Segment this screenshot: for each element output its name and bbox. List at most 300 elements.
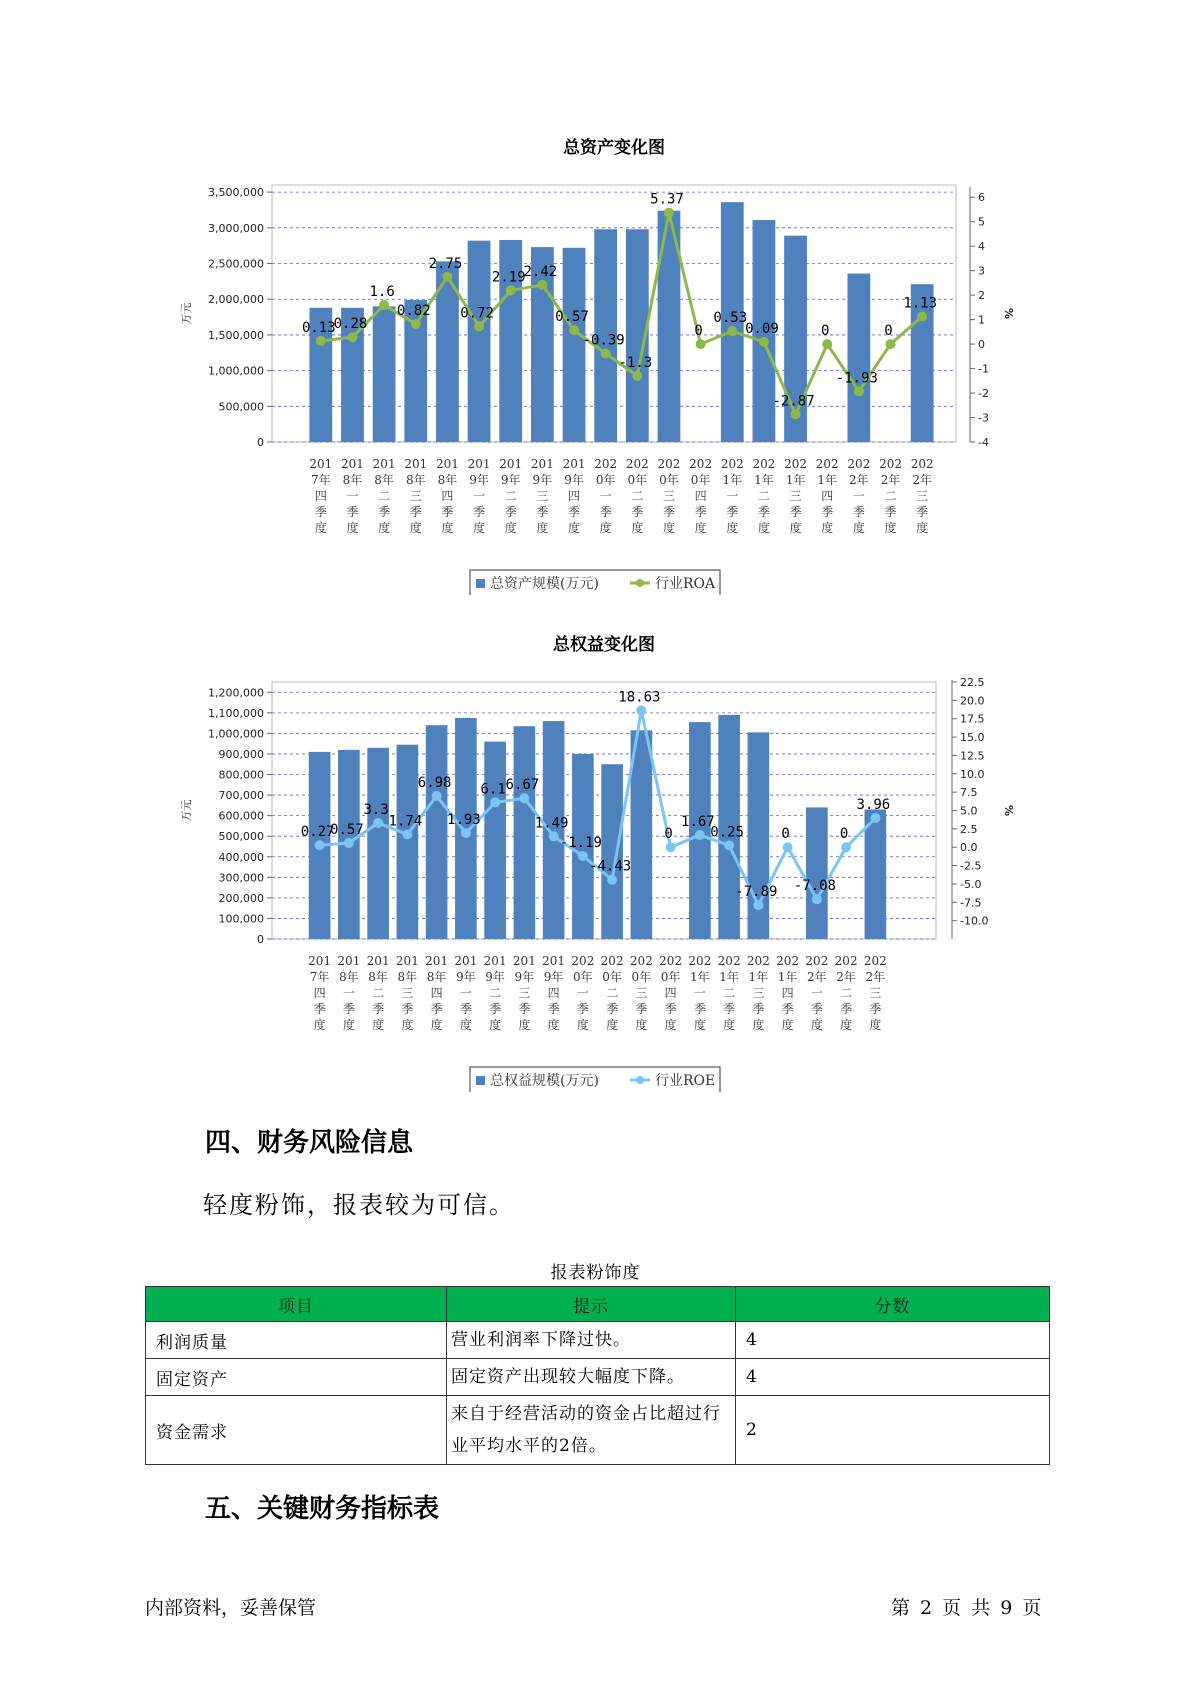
x-tick-label: 202 xyxy=(910,457,934,471)
x-tick-label: 一 xyxy=(473,489,486,503)
y-tick-label: 2,500,000 xyxy=(208,257,264,271)
data-label: 0.57 xyxy=(555,309,589,326)
x-tick-label: 三 xyxy=(635,986,648,1000)
x-tick-label: 季 xyxy=(473,505,486,519)
x-tick-label: 0年 xyxy=(690,473,711,487)
x-tick-label: 201 xyxy=(404,457,428,471)
x-tick-label: 201 xyxy=(308,954,332,968)
x-tick-label: 度 xyxy=(568,521,581,535)
x-tick-label: 季 xyxy=(409,505,422,519)
x-tick-label: 二 xyxy=(606,986,619,1000)
line-point xyxy=(411,319,421,329)
x-tick-label: 季 xyxy=(869,1002,882,1016)
line-point xyxy=(402,829,412,839)
x-tick-label: 0年 xyxy=(573,970,593,984)
x-tick-label: 一 xyxy=(576,986,589,1000)
legend-line-label: 行业ROE xyxy=(655,1073,716,1089)
line-point xyxy=(537,280,547,290)
table-row xyxy=(146,1396,1050,1465)
x-tick-label: 度 xyxy=(372,1018,385,1032)
x-tick-label: 0年 xyxy=(631,970,652,984)
data-label: 6.98 xyxy=(417,774,452,791)
y2-tick-label: 15.0 xyxy=(960,731,985,745)
line-point xyxy=(519,793,529,803)
data-label: 0 xyxy=(781,826,790,843)
x-tick-label: 202 xyxy=(594,457,618,471)
x-tick-label: 三 xyxy=(662,489,675,503)
data-label: 0 xyxy=(664,826,673,843)
x-tick-label: 1年 xyxy=(817,473,838,487)
x-tick-label: 二 xyxy=(884,489,897,503)
x-tick-label: 度 xyxy=(752,1018,765,1032)
data-label: 2.19 xyxy=(491,269,526,286)
x-tick-label: 季 xyxy=(576,1002,589,1016)
x-tick-label: 二 xyxy=(504,489,517,503)
x-tick-label: 202 xyxy=(863,954,887,968)
data-label: 6.1 xyxy=(480,781,506,798)
bar xyxy=(806,807,828,939)
x-tick-label: 一 xyxy=(852,489,865,503)
y-tick-label: 500,000 xyxy=(218,830,264,844)
x-tick-label: 季 xyxy=(693,1002,706,1016)
x-tick-label: 四 xyxy=(547,986,560,1000)
x-tick-label: 四 xyxy=(694,489,707,503)
y-tick-label: 800,000 xyxy=(218,768,264,782)
x-tick-label: 四 xyxy=(314,489,327,503)
x-tick-label: 一 xyxy=(599,489,612,503)
legend-bar-label: 总资产规模(万元) xyxy=(490,576,599,592)
line-point xyxy=(601,349,611,359)
line-point xyxy=(841,842,851,852)
x-tick-label: 季 xyxy=(401,1002,414,1016)
x-tick-label: 201 xyxy=(366,954,390,968)
x-tick-label: 202 xyxy=(720,457,744,471)
y2-tick-label: 5 xyxy=(978,215,985,229)
x-tick-label: 度 xyxy=(664,1018,677,1032)
x-tick-label: 一 xyxy=(726,489,739,503)
data-label: -1.93 xyxy=(835,370,878,387)
x-tick-label: 202 xyxy=(625,457,649,471)
line-point xyxy=(549,831,559,841)
data-label: 0 xyxy=(821,323,830,340)
risk-summary-text: 轻度粉饰，报表较为可信。 xyxy=(203,1191,515,1219)
x-tick-label: 8年 xyxy=(339,970,359,984)
data-label: 0.09 xyxy=(745,320,779,337)
x-tick-label: 季 xyxy=(372,1002,385,1016)
line-point xyxy=(753,900,763,910)
x-tick-label: 季 xyxy=(852,505,865,519)
x-tick-label: 9年 xyxy=(543,970,564,984)
legend-bar-swatch xyxy=(476,579,485,588)
x-tick-label: 7年 xyxy=(309,970,330,984)
y2-tick-label: -2.5 xyxy=(960,859,982,873)
row-hint: 来自于经营活动的资金占比超过行业平均水平的2倍。 xyxy=(447,1396,736,1465)
x-tick-label: 202 xyxy=(659,954,683,968)
legend-line-marker xyxy=(636,579,644,587)
x-tick-label: 201 xyxy=(425,954,449,968)
x-tick-label: 季 xyxy=(635,1002,648,1016)
bar xyxy=(373,306,396,442)
y-tick-label: 3,000,000 xyxy=(208,221,264,235)
x-tick-label: 季 xyxy=(664,1002,677,1016)
bar xyxy=(514,726,536,939)
x-tick-label: 202 xyxy=(879,457,902,471)
bar xyxy=(484,742,506,939)
line-point xyxy=(578,851,588,861)
x-tick-label: 9年 xyxy=(564,473,584,487)
footer-confidential: 内部资料，妥善保管 xyxy=(145,1597,317,1619)
x-tick-label: 度 xyxy=(314,521,327,535)
bar xyxy=(426,725,448,939)
data-label: 18.63 xyxy=(618,689,661,706)
x-tick-label: 度 xyxy=(459,1018,472,1032)
x-tick-label: 度 xyxy=(430,1018,443,1032)
x-tick-label: 度 xyxy=(662,521,675,535)
x-tick-label: 度 xyxy=(723,1018,736,1032)
y2-tick-label: 10.0 xyxy=(960,767,985,781)
x-tick-label: 0年 xyxy=(595,473,616,487)
legend-line-marker xyxy=(636,1076,644,1084)
y2-tick-label: -7.5 xyxy=(960,896,982,910)
y-tick-label: 100,000 xyxy=(218,912,264,926)
x-tick-label: 202 xyxy=(689,457,713,471)
x-tick-label: 季 xyxy=(789,505,802,519)
x-tick-label: 0年 xyxy=(659,473,679,487)
y2-tick-label: 1 xyxy=(978,313,985,327)
x-tick-label: 度 xyxy=(631,521,644,535)
x-tick-label: 202 xyxy=(815,457,839,471)
data-label: -4.43 xyxy=(589,858,632,875)
x-tick-label: 度 xyxy=(840,1018,853,1032)
x-tick-label: 度 xyxy=(547,1018,560,1032)
row-score: 4 xyxy=(736,1359,1050,1396)
x-tick-label: 1年 xyxy=(722,473,743,487)
x-tick-label: 7年 xyxy=(311,473,331,487)
x-tick-label: 202 xyxy=(688,954,712,968)
x-tick-label: 1年 xyxy=(690,970,710,984)
data-label: 1.93 xyxy=(447,812,481,829)
x-tick-label: 度 xyxy=(726,521,739,535)
x-tick-label: 季 xyxy=(568,505,581,519)
x-tick-label: 8年 xyxy=(342,473,363,487)
y-tick-label: 2,000,000 xyxy=(208,293,264,307)
data-label: 0 xyxy=(694,323,703,340)
x-tick-label: 1年 xyxy=(719,970,739,984)
y2-tick-label: -5.0 xyxy=(960,877,982,891)
x-tick-label: 201 xyxy=(395,954,419,968)
x-tick-label: 8年 xyxy=(374,473,394,487)
x-tick-label: 度 xyxy=(441,521,454,535)
x-tick-label: 季 xyxy=(723,1002,736,1016)
footer-page-number: 第 2 页 共 9 页 xyxy=(891,1597,1044,1619)
x-tick-label: 1年 xyxy=(754,473,774,487)
line-point xyxy=(432,791,442,801)
x-tick-label: 季 xyxy=(810,1002,823,1016)
line-point xyxy=(347,332,357,342)
data-label: 0 xyxy=(839,826,849,843)
x-tick-label: 202 xyxy=(784,457,808,471)
x-tick-label: 201 xyxy=(530,457,554,471)
x-tick-label: 度 xyxy=(473,521,486,535)
y2-tick-label: -3 xyxy=(978,411,989,425)
x-tick-label: 季 xyxy=(504,505,517,519)
row-item: 资金需求 xyxy=(146,1396,447,1465)
data-label: 5.37 xyxy=(650,191,684,208)
bar xyxy=(367,748,389,939)
data-label: 0 xyxy=(884,323,893,340)
y2-tick-label: 12.5 xyxy=(960,749,985,763)
y-tick-label: 700,000 xyxy=(218,789,264,803)
x-tick-label: 季 xyxy=(726,505,739,519)
x-tick-label: 201 xyxy=(372,457,396,471)
x-tick-label: 0年 xyxy=(660,970,681,984)
x-tick-label: 四 xyxy=(568,489,581,503)
y2-tick-label: 0.0 xyxy=(960,841,978,855)
line-point xyxy=(316,336,326,346)
x-tick-label: 季 xyxy=(518,1002,531,1016)
y2-tick-label: 0 xyxy=(978,338,985,352)
line-point xyxy=(791,409,801,419)
x-tick-label: 202 xyxy=(629,954,653,968)
x-tick-label: 三 xyxy=(789,489,802,503)
x-tick-label: 季 xyxy=(662,505,675,519)
legend-bar-swatch xyxy=(476,1076,485,1085)
x-tick-label: 201 xyxy=(512,954,536,968)
x-tick-label: 202 xyxy=(847,457,871,471)
x-tick-label: 度 xyxy=(852,521,865,535)
data-label: 2.75 xyxy=(428,255,463,272)
x-tick-label: 季 xyxy=(752,1002,765,1016)
y2-tick-label: 17.5 xyxy=(960,712,985,726)
x-tick-label: 四 xyxy=(430,986,443,1000)
x-tick-label: 9年 xyxy=(456,970,476,984)
data-label: -7.89 xyxy=(735,884,778,901)
x-tick-label: 度 xyxy=(378,521,391,535)
y-tick-label: 1,200,000 xyxy=(208,686,264,700)
line-point xyxy=(569,325,579,335)
data-label: 1.6 xyxy=(369,283,395,300)
line-point xyxy=(474,321,484,331)
y-tick-label: 300,000 xyxy=(218,871,264,885)
x-tick-label: 一 xyxy=(810,986,823,1000)
line-point xyxy=(344,838,354,848)
x-tick-label: 9年 xyxy=(469,473,489,487)
x-tick-label: 度 xyxy=(401,1018,414,1032)
data-label: 1.49 xyxy=(534,815,569,832)
x-tick-label: 二 xyxy=(378,489,391,503)
x-tick-label: 8年 xyxy=(426,970,447,984)
x-tick-label: 季 xyxy=(430,1002,443,1016)
header-item: 项目 xyxy=(146,1287,447,1322)
x-tick-label: 201 xyxy=(454,954,478,968)
table-row xyxy=(146,1322,1050,1359)
x-tick-label: 三 xyxy=(409,489,422,503)
data-label: 0.13 xyxy=(301,319,336,336)
legend-line-label: 行业ROA xyxy=(655,576,716,592)
line-point xyxy=(664,208,674,218)
x-tick-label: 2年 xyxy=(865,970,886,984)
x-tick-label: 1年 xyxy=(785,473,806,487)
data-label: -1.3 xyxy=(618,354,653,371)
line-point xyxy=(727,326,737,336)
x-tick-label: 度 xyxy=(757,521,770,535)
x-tick-label: 季 xyxy=(314,505,327,519)
x-tick-label: 季 xyxy=(536,505,549,519)
row-hint: 营业利润率下降过快。 xyxy=(447,1322,736,1359)
line-point xyxy=(506,285,516,295)
y-tick-label: 1,500,000 xyxy=(208,328,264,342)
x-tick-label: 度 xyxy=(504,521,517,535)
bar xyxy=(468,241,491,442)
row-score: 2 xyxy=(736,1396,1050,1465)
y2-tick-label: 22.5 xyxy=(960,676,985,689)
x-tick-label: 度 xyxy=(313,1018,326,1032)
y-tick-label: 3,500,000 xyxy=(208,186,264,200)
y2-tick-label: -10.0 xyxy=(960,914,989,928)
y2-tick-label: 6 xyxy=(978,191,985,205)
data-label: 0.57 xyxy=(330,822,364,839)
x-tick-label: 度 xyxy=(694,521,707,535)
x-tick-label: 0年 xyxy=(602,970,622,984)
y2-tick-label: -1 xyxy=(978,362,989,376)
data-label: -7.08 xyxy=(793,878,836,895)
x-tick-label: 202 xyxy=(834,954,858,968)
x-tick-label: 9年 xyxy=(485,970,505,984)
x-tick-label: 2年 xyxy=(912,473,932,487)
x-tick-label: 三 xyxy=(869,986,882,1000)
header-score: 分数 xyxy=(736,1287,1050,1322)
x-tick-label: 度 xyxy=(789,521,802,535)
x-tick-label: 三 xyxy=(518,986,531,1000)
data-label: 3.96 xyxy=(856,797,891,814)
line-point xyxy=(379,300,389,310)
y2-tick-label: 2.5 xyxy=(960,822,978,836)
x-tick-label: 季 xyxy=(884,505,897,519)
x-tick-label: 8年 xyxy=(405,473,426,487)
x-tick-label: 二 xyxy=(631,489,644,503)
y-axis-title: 万元 xyxy=(180,302,193,325)
x-tick-label: 四 xyxy=(313,986,326,1000)
x-tick-label: 度 xyxy=(606,1018,619,1032)
x-tick-label: 201 xyxy=(467,457,491,471)
y2-axis-title: % xyxy=(1002,307,1015,320)
y-tick-label: 500,000 xyxy=(218,400,264,414)
x-tick-label: 201 xyxy=(341,457,364,471)
risk-table-header-row xyxy=(146,1287,1050,1322)
x-tick-label: 二 xyxy=(489,986,502,1000)
x-tick-label: 9年 xyxy=(532,473,553,487)
y-tick-label: 600,000 xyxy=(218,809,264,823)
data-label: 2.42 xyxy=(523,263,558,280)
x-tick-label: 201 xyxy=(483,954,507,968)
x-tick-label: 度 xyxy=(409,521,422,535)
x-tick-label: 季 xyxy=(916,505,929,519)
y-tick-label: 200,000 xyxy=(218,891,264,905)
x-tick-label: 2年 xyxy=(807,970,827,984)
x-tick-label: 度 xyxy=(342,1018,355,1032)
y2-tick-label: 2 xyxy=(978,289,985,303)
y-tick-label: 0 xyxy=(257,436,264,449)
x-tick-label: 2年 xyxy=(880,473,901,487)
y-tick-label: 900,000 xyxy=(218,747,264,761)
x-tick-label: 201 xyxy=(542,954,566,968)
line-point xyxy=(917,311,927,321)
x-tick-label: 202 xyxy=(657,457,681,471)
line-point xyxy=(607,875,617,885)
x-tick-label: 二 xyxy=(757,489,770,503)
line-point xyxy=(373,818,383,828)
x-tick-label: 201 xyxy=(562,457,586,471)
bar xyxy=(601,764,623,939)
data-label: -2.87 xyxy=(772,393,815,410)
x-tick-label: 202 xyxy=(752,457,776,471)
line-point xyxy=(854,386,864,396)
y-tick-label: 1,000,000 xyxy=(208,727,264,741)
line-point xyxy=(886,339,896,349)
y2-tick-label: -2 xyxy=(978,387,989,401)
x-tick-label: 三 xyxy=(752,986,765,1000)
data-label: 3.3 xyxy=(363,801,389,818)
x-tick-label: 度 xyxy=(693,1018,706,1032)
x-tick-label: 8年 xyxy=(368,970,388,984)
data-label: 0.82 xyxy=(396,303,431,320)
x-tick-label: 季 xyxy=(631,505,644,519)
x-tick-label: 201 xyxy=(435,457,459,471)
x-tick-label: 二 xyxy=(723,986,736,1000)
row-item: 固定资产 xyxy=(146,1359,447,1396)
risk-table xyxy=(145,1286,1050,1465)
total-equity-chart xyxy=(0,632,1191,1092)
x-tick-label: 季 xyxy=(757,505,770,519)
data-label: -1.19 xyxy=(559,834,602,851)
x-tick-label: 度 xyxy=(576,1018,589,1032)
x-tick-label: 度 xyxy=(599,521,612,535)
y2-tick-label: -4 xyxy=(978,436,989,449)
line-point xyxy=(696,339,706,349)
table-row xyxy=(146,1359,1050,1396)
x-tick-label: 季 xyxy=(441,505,454,519)
x-tick-label: 季 xyxy=(459,1002,472,1016)
x-tick-label: 202 xyxy=(571,954,595,968)
x-tick-label: 季 xyxy=(781,1002,794,1016)
x-tick-label: 201 xyxy=(309,457,333,471)
line-point xyxy=(632,371,642,381)
x-tick-label: 度 xyxy=(821,521,834,535)
x-tick-label: 202 xyxy=(805,954,829,968)
y-tick-label: 1,100,000 xyxy=(208,706,264,720)
x-tick-label: 度 xyxy=(884,521,897,535)
line-point xyxy=(666,842,676,852)
y2-tick-label: 7.5 xyxy=(960,786,978,800)
data-label: 0.25 xyxy=(710,824,744,841)
data-label: 1.13 xyxy=(903,295,938,312)
line-point xyxy=(724,840,734,850)
x-tick-label: 季 xyxy=(821,505,834,519)
data-label: 0.72 xyxy=(460,305,494,322)
x-tick-label: 四 xyxy=(664,986,677,1000)
x-tick-label: 度 xyxy=(489,1018,502,1032)
x-tick-label: 2年 xyxy=(849,473,869,487)
x-tick-label: 9年 xyxy=(514,970,535,984)
x-tick-label: 度 xyxy=(635,1018,648,1032)
x-tick-label: 8年 xyxy=(437,473,458,487)
x-tick-label: 度 xyxy=(810,1018,823,1032)
x-tick-label: 季 xyxy=(547,1002,560,1016)
x-tick-label: 季 xyxy=(342,1002,355,1016)
x-tick-label: 度 xyxy=(536,521,549,535)
total-assets-chart xyxy=(0,135,1191,595)
x-tick-label: 度 xyxy=(518,1018,531,1032)
